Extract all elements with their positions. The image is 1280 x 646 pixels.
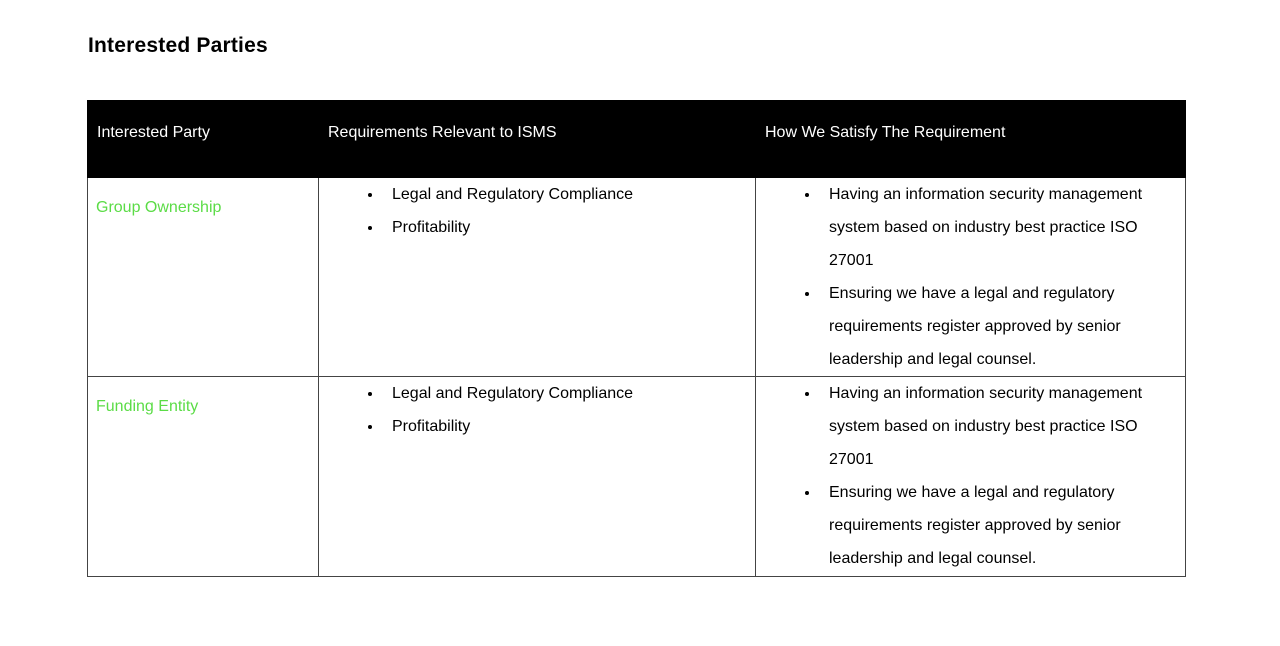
bullet-item: • Having an information security management system based on industry best practice ISO 27001 [820,377,1175,476]
party-cell [88,377,319,577]
table-row [88,178,1186,377]
satisfy-cell [756,178,1186,377]
bullet-item: • Ensuring we have a legal and regulatory requirements register approved by senior leadership and legal counsel. [820,476,1175,575]
column-header-interested-party: Interested Party [88,101,319,178]
party-name: Group Ownership [96,199,222,216]
satisfy-list [764,377,1175,575]
party-cell [88,178,319,377]
column-header-requirements: Requirements Relevant to ISMS [319,101,756,178]
column-header-how-we-satisfy: How We Satisfy The Requirement [756,101,1186,178]
bullet-item: • Profitability [383,410,745,443]
page-title: Interested Parties [88,34,268,57]
bullet-item: • Legal and Regulatory Compliance [383,377,745,410]
bullet-item: • Legal and Regulatory Compliance [383,178,745,211]
requirements-list [327,377,745,443]
bullet-item: • Ensuring we have a legal and regulatory requirements register approved by senior leadership and legal counsel. [820,277,1175,376]
bullet-item: • Having an information security management system based on industry best practice ISO 27001 [820,178,1175,277]
satisfy-cell [756,377,1186,577]
requirements-cell [319,377,756,577]
table-header-row [88,101,1186,178]
bullet-item: • Profitability [383,211,745,244]
requirements-cell [319,178,756,377]
requirements-list [327,178,745,244]
table-row [88,377,1186,577]
party-name: Funding Entity [96,398,199,415]
satisfy-list [764,178,1175,376]
interested-parties-table [87,100,1186,577]
